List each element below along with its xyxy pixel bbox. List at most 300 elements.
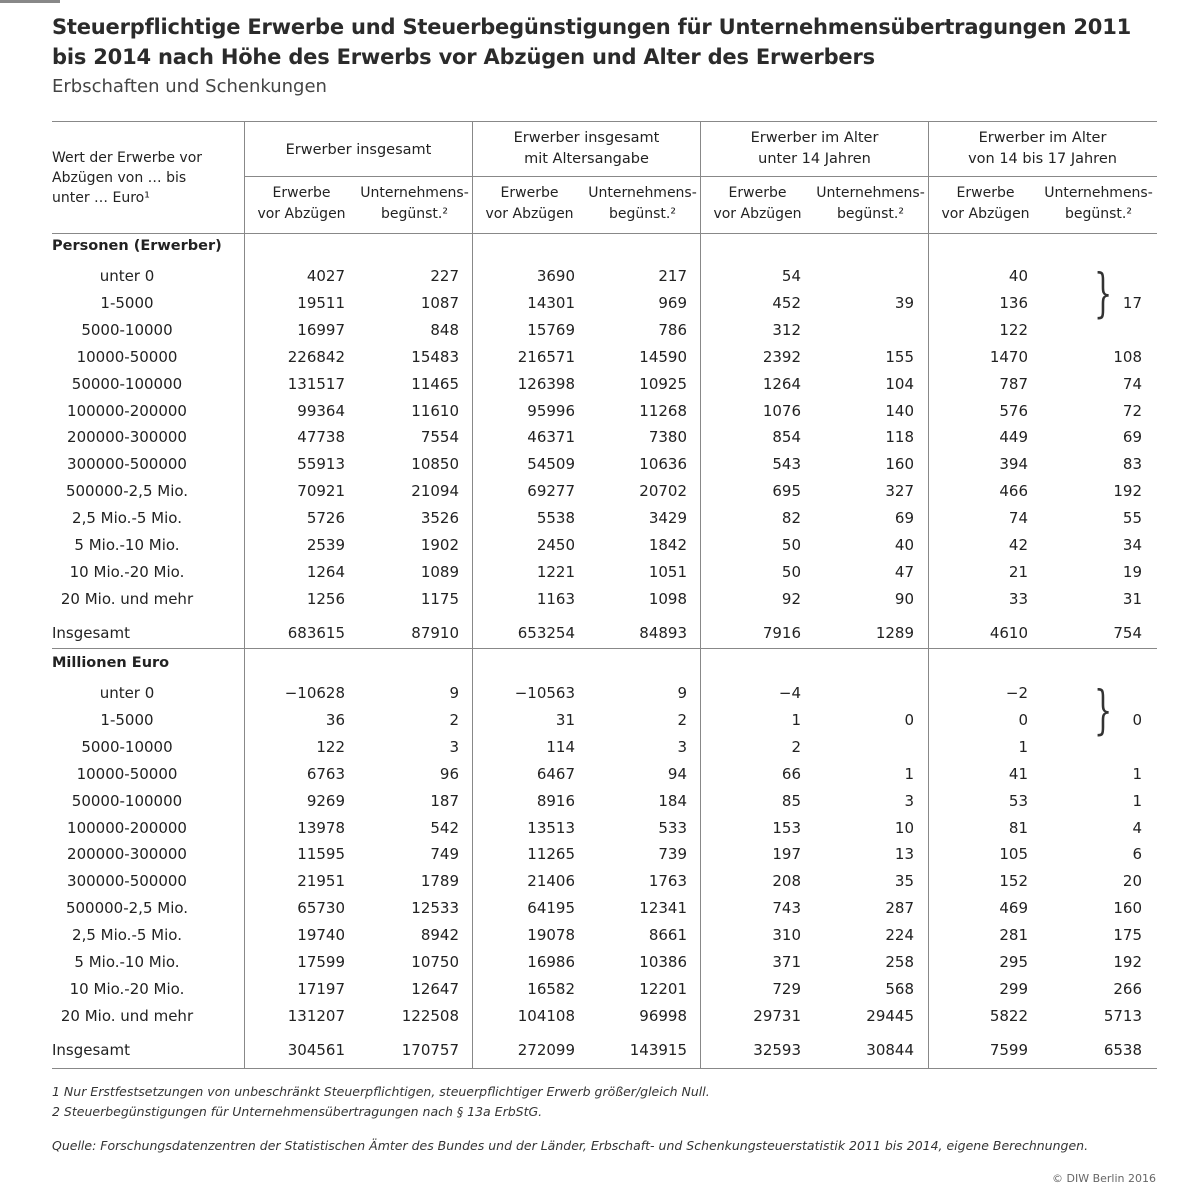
- cell-col-4: 10925: [639, 374, 687, 393]
- cell-col-3: 8916: [536, 791, 575, 810]
- cell-col-5: 729: [772, 979, 801, 998]
- cell-col-3: 64195: [527, 899, 575, 918]
- grouping-brace: }: [1094, 681, 1113, 741]
- sub-header-3-erwerbe: Erwerbe vor Abzügen: [713, 185, 802, 222]
- cell-col-8: 72: [1122, 401, 1142, 420]
- cell-col-5: 197: [772, 845, 801, 864]
- cell-col-1: 5726: [306, 509, 345, 528]
- cell-col-7: 53: [1008, 791, 1028, 810]
- cell-col-3: 1221: [536, 562, 575, 581]
- row-label: 2,5 Mio.-5 Mio.: [72, 509, 182, 528]
- cell-col-4: 1763: [648, 872, 687, 891]
- cell-col-1: 1256: [306, 589, 345, 608]
- row-label: 100000-200000: [67, 401, 187, 420]
- row-label: 5000-10000: [81, 737, 173, 756]
- table-row: [0, 290, 1178, 316]
- cell-col-8: 55: [1122, 509, 1142, 528]
- table-row: [0, 680, 1178, 706]
- cell-col-4: 1051: [648, 562, 687, 581]
- cell-col-7: 5822: [989, 1006, 1028, 1025]
- cell-col-4: 14590: [639, 347, 687, 366]
- cell-col-1: 4027: [306, 267, 345, 285]
- total-row: [0, 1037, 1178, 1063]
- cell-col-5: 208: [772, 872, 801, 891]
- cell-col-1: 16997: [297, 320, 345, 339]
- cell-col-8: 19: [1122, 562, 1142, 581]
- row-label: 300000-500000: [67, 455, 187, 474]
- cell-col-6: 287: [885, 899, 914, 918]
- cell-col-3: 21406: [527, 872, 575, 891]
- row-label: unter 0: [99, 684, 155, 702]
- cell-col-2: 12647: [411, 979, 459, 998]
- cell-col-5: 29731: [753, 1006, 801, 1025]
- cell-col-7: 136: [999, 293, 1028, 312]
- cell-col-1: 6763: [306, 764, 345, 783]
- cell-col-2: 3: [449, 737, 459, 756]
- cell-col-5: 85: [781, 791, 801, 810]
- cell-col-3: 69277: [527, 482, 575, 501]
- table-row: [0, 922, 1178, 948]
- cell-col-3: 15769: [527, 320, 575, 339]
- cell-col-2: 2: [449, 710, 459, 729]
- row-label: Insgesamt: [52, 1040, 130, 1059]
- cell-col-7: 299: [999, 979, 1028, 998]
- table-row: [0, 868, 1178, 894]
- cell-col-3: −10563: [514, 684, 575, 702]
- cell-col-1: 226842: [287, 347, 345, 366]
- cell-col-1: 11595: [297, 845, 345, 864]
- cell-col-7: 787: [999, 374, 1028, 393]
- cell-col-6: 35: [894, 872, 914, 891]
- cell-col-6: 224: [885, 926, 914, 945]
- table-row: [0, 1003, 1178, 1029]
- row-label: Insgesamt: [52, 623, 130, 642]
- row-label: 500000-2,5 Mio.: [65, 899, 189, 918]
- row-label: 10 Mio.-20 Mio.: [69, 562, 185, 581]
- cell-col-7: 42: [1008, 536, 1028, 554]
- cell-col-1: 55913: [297, 455, 345, 474]
- cell-col-2: 122508: [401, 1006, 459, 1025]
- cell-col-5: 32593: [753, 1040, 801, 1059]
- cell-col-2: 9: [449, 684, 459, 702]
- row-label: 2,5 Mio.-5 Mio.: [72, 926, 182, 945]
- cell-col-5: 50: [781, 536, 801, 554]
- sub-header-4-unternehmens: Unternehmens- begünst.²: [1044, 185, 1153, 222]
- cell-col-4: 2: [677, 710, 687, 729]
- cell-col-5: 310: [772, 926, 801, 945]
- cell-col-8: 192: [1113, 482, 1142, 501]
- cell-col-3: 13513: [527, 818, 575, 837]
- cell-col-3: 114: [546, 737, 575, 756]
- cell-col-5: 1: [791, 710, 801, 729]
- cell-col-5: 543: [772, 455, 801, 474]
- cell-col-7: 1: [1018, 737, 1028, 756]
- cell-col-3: 216571: [517, 347, 575, 366]
- cell-col-7: 152: [999, 872, 1028, 891]
- cell-col-8: 6538: [1103, 1040, 1142, 1059]
- cell-col-5: 153: [772, 818, 801, 837]
- cell-col-5: 2: [791, 737, 801, 756]
- cell-col-8: 754: [1113, 623, 1142, 642]
- rule-bottom: [52, 1068, 1157, 1069]
- cell-col-6: 155: [885, 347, 914, 366]
- cell-col-2: 1087: [420, 293, 459, 312]
- cell-col-1: 683615: [287, 623, 345, 642]
- cell-col-6: 13: [894, 845, 914, 864]
- cell-col-6: 69: [894, 509, 914, 528]
- cell-col-2: 749: [430, 845, 459, 864]
- group-header-3: Erwerber im Alter unter 14 Jahren: [750, 130, 879, 167]
- cell-col-2: 1089: [420, 562, 459, 581]
- cell-col-4: 969: [658, 293, 687, 312]
- group-header-4: Erwerber im Alter von 14 bis 17 Jahren: [968, 130, 1117, 167]
- cell-col-3: 14301: [527, 293, 575, 312]
- brace-merged-value: 0: [1132, 710, 1142, 729]
- cell-col-1: 99364: [297, 401, 345, 420]
- cell-col-8: 5713: [1103, 1006, 1142, 1025]
- cell-col-8: 31: [1122, 589, 1142, 608]
- cell-col-7: 0: [1018, 710, 1028, 729]
- row-label: 200000-300000: [67, 845, 187, 864]
- cell-col-8: 1: [1132, 764, 1142, 783]
- cell-col-6: 327: [885, 482, 914, 501]
- cell-col-3: 19078: [527, 926, 575, 945]
- cell-col-3: 1163: [536, 589, 575, 608]
- table-row: [0, 734, 1178, 760]
- cell-col-8: 108: [1113, 347, 1142, 366]
- table-row: [0, 344, 1178, 370]
- cell-col-1: 17197: [297, 979, 345, 998]
- cell-col-6: 140: [885, 401, 914, 420]
- grouping-brace: }: [1094, 264, 1113, 324]
- cell-col-3: 6467: [536, 764, 575, 783]
- cell-col-3: 16986: [527, 953, 575, 971]
- cell-col-7: −2: [1005, 684, 1028, 702]
- cell-col-7: 449: [999, 428, 1028, 447]
- cell-col-6: 40: [894, 536, 914, 554]
- cell-col-8: 192: [1113, 953, 1142, 971]
- cell-col-3: 5538: [536, 509, 575, 528]
- cell-col-8: 175: [1113, 926, 1142, 945]
- cell-col-2: 8942: [420, 926, 459, 945]
- cell-col-2: 96: [439, 764, 459, 783]
- cell-col-4: 217: [658, 267, 687, 285]
- table-row: [0, 424, 1178, 450]
- cell-col-4: 8661: [648, 926, 687, 945]
- cell-col-7: 469: [999, 899, 1028, 918]
- cell-col-5: 312: [772, 320, 801, 339]
- table-row: [0, 505, 1178, 531]
- cell-col-2: 11610: [411, 401, 459, 420]
- cell-col-4: 94: [667, 764, 687, 783]
- row-label: 1-5000: [100, 710, 154, 729]
- cell-col-7: 122: [999, 320, 1028, 339]
- cell-col-6: 29445: [866, 1006, 914, 1025]
- cell-col-2: 1902: [420, 536, 459, 554]
- cell-col-4: 143915: [629, 1040, 687, 1059]
- cell-col-4: 3429: [648, 509, 687, 528]
- cell-col-4: 96998: [639, 1006, 687, 1025]
- row-label: unter 0: [99, 267, 155, 285]
- cell-col-6: 160: [885, 455, 914, 474]
- cell-col-7: 40: [1008, 267, 1028, 285]
- cell-col-5: 66: [781, 764, 801, 783]
- cell-col-2: 187: [430, 791, 459, 810]
- table-row: [0, 317, 1178, 343]
- table-title: Steuerpflichtige Erwerbe und Steuerbegünstigungen für Unternehmensübertragungen 2011 bis 2014 nach Höhe des Erwerbs vor Abzügen und Alter des Erwerbers: [52, 15, 1132, 69]
- cell-col-6: 47: [894, 562, 914, 581]
- row-label: 300000-500000: [67, 872, 187, 891]
- cell-col-1: 17599: [297, 953, 345, 971]
- cell-col-7: 295: [999, 953, 1028, 971]
- cell-col-2: 11465: [411, 374, 459, 393]
- cell-col-8: 160: [1113, 899, 1142, 918]
- rule-top: [52, 121, 1157, 122]
- table-row: [0, 815, 1178, 841]
- table-row: [0, 895, 1178, 921]
- cell-col-8: 69: [1122, 428, 1142, 447]
- cell-col-5: 54: [781, 267, 801, 285]
- cell-col-2: 848: [430, 320, 459, 339]
- row-label: 500000-2,5 Mio.: [65, 482, 189, 501]
- cell-col-3: 272099: [517, 1040, 575, 1059]
- cell-col-7: 466: [999, 482, 1028, 501]
- cell-col-3: 653254: [517, 623, 575, 642]
- cell-col-1: 122: [316, 737, 345, 756]
- row-label: 20 Mio. und mehr: [60, 1006, 194, 1025]
- cell-col-6: 30844: [866, 1040, 914, 1059]
- cell-col-1: 2539: [306, 536, 345, 554]
- table-row: [0, 788, 1178, 814]
- cell-col-1: 13978: [297, 818, 345, 837]
- cell-col-5: 50: [781, 562, 801, 581]
- cell-col-4: 11268: [639, 401, 687, 420]
- cell-col-2: 10850: [411, 455, 459, 474]
- cell-col-4: 739: [658, 845, 687, 864]
- row-label: 5 Mio.-10 Mio.: [74, 953, 180, 971]
- cell-col-4: 10636: [639, 455, 687, 474]
- cell-col-1: 9269: [306, 791, 345, 810]
- row-label: 5000-10000: [81, 320, 173, 339]
- cell-col-7: 41: [1008, 764, 1028, 783]
- cell-col-4: 12201: [639, 979, 687, 998]
- cell-col-1: 304561: [287, 1040, 345, 1059]
- cell-col-2: 227: [430, 267, 459, 285]
- cell-col-5: −4: [778, 684, 801, 702]
- cell-col-2: 3526: [420, 509, 459, 528]
- table-row: [0, 398, 1178, 424]
- sub-header-2-erwerbe: Erwerbe vor Abzügen: [485, 185, 574, 222]
- total-row: [0, 620, 1178, 646]
- cell-col-2: 7554: [420, 428, 459, 447]
- cell-col-5: 2392: [762, 347, 801, 366]
- row-label: 100000-200000: [67, 818, 187, 837]
- table-row: [0, 559, 1178, 585]
- footnote-1: 1 Nur Erstfestsetzungen von unbeschränkt Steuerpflichtigen, steuerpflichtiger Erwerb größer/gleich Null.: [52, 1084, 710, 1099]
- cell-col-8: 83: [1122, 455, 1142, 474]
- cell-col-7: 21: [1008, 562, 1028, 581]
- copyright: © DIW Berlin 2016: [1052, 1172, 1156, 1185]
- cell-col-6: 118: [885, 428, 914, 447]
- cell-col-8: 74: [1122, 374, 1142, 393]
- cell-col-3: 126398: [517, 374, 575, 393]
- cell-col-1: 131207: [287, 1006, 345, 1025]
- cell-col-4: 7380: [648, 428, 687, 447]
- cell-col-7: 1470: [989, 347, 1028, 366]
- cell-col-6: 258: [885, 953, 914, 971]
- cell-col-3: 2450: [536, 536, 575, 554]
- cell-col-8: 20: [1122, 872, 1142, 891]
- rule-group-header: [245, 176, 1157, 177]
- table-row: [0, 949, 1178, 975]
- row-label: 10 Mio.-20 Mio.: [69, 979, 185, 998]
- cell-col-8: 6: [1132, 845, 1142, 864]
- cell-col-2: 542: [430, 818, 459, 837]
- cell-col-1: 21951: [297, 872, 345, 891]
- table-subtitle: Erbschaften und Schenkungen: [52, 76, 327, 97]
- sub-header-3-unternehmens: Unternehmens- begünst.²: [816, 185, 925, 222]
- cell-col-2: 10750: [411, 953, 459, 971]
- section-label: Personen (Erwerber): [52, 238, 222, 254]
- cell-col-8: 1: [1132, 791, 1142, 810]
- table-row: [0, 707, 1178, 733]
- row-label: 200000-300000: [67, 428, 187, 447]
- sub-header-2-unternehmens: Unternehmens- begünst.²: [588, 185, 697, 222]
- cell-col-7: 33: [1008, 589, 1028, 608]
- cell-col-7: 394: [999, 455, 1028, 474]
- sub-header-1-erwerbe: Erwerbe vor Abzügen: [257, 185, 346, 222]
- table-row: [0, 263, 1178, 289]
- cell-col-2: 87910: [411, 623, 459, 642]
- cell-col-5: 695: [772, 482, 801, 501]
- row-label: 20 Mio. und mehr: [60, 589, 194, 608]
- footnote-2: 2 Steuerbegünstigungen für Unternehmensübertragungen nach § 13a ErbStG.: [52, 1104, 543, 1119]
- table-row: [0, 841, 1178, 867]
- cell-col-8: 266: [1113, 979, 1142, 998]
- cell-col-3: 46371: [527, 428, 575, 447]
- group-header-2: Erwerber insgesamt mit Altersangabe: [513, 130, 660, 167]
- cell-col-7: 576: [999, 401, 1028, 420]
- cell-col-6: 10: [894, 818, 914, 837]
- cell-col-6: 3: [904, 791, 914, 810]
- cell-col-4: 1842: [648, 536, 687, 554]
- cell-col-7: 4610: [989, 623, 1028, 642]
- cell-col-8: 34: [1122, 536, 1142, 554]
- cell-col-1: 19740: [297, 926, 345, 945]
- row-label: 50000-100000: [71, 791, 183, 810]
- cell-col-1: 1264: [306, 562, 345, 581]
- cell-col-1: −10628: [284, 684, 345, 702]
- cell-col-6: 0: [904, 710, 914, 729]
- row-label: 10000-50000: [76, 764, 178, 783]
- cell-col-5: 1076: [762, 401, 801, 420]
- cell-col-7: 74: [1008, 509, 1028, 528]
- cell-col-2: 15483: [411, 347, 459, 366]
- cell-col-5: 371: [772, 953, 801, 971]
- cell-col-5: 452: [772, 293, 801, 312]
- cell-col-8: 4: [1132, 818, 1142, 837]
- cell-col-6: 568: [885, 979, 914, 998]
- cell-col-4: 1098: [648, 589, 687, 608]
- cell-col-5: 92: [781, 589, 801, 608]
- cell-col-7: 105: [999, 845, 1028, 864]
- cell-col-2: 170757: [401, 1040, 459, 1059]
- section-label: Millionen Euro: [52, 655, 170, 671]
- table-row: [0, 976, 1178, 1002]
- cell-col-3: 3690: [536, 267, 575, 285]
- cell-col-4: 3: [677, 737, 687, 756]
- cell-col-4: 533: [658, 818, 687, 837]
- cell-col-1: 19511: [297, 293, 345, 312]
- table-row: [0, 371, 1178, 397]
- cell-col-3: 16582: [527, 979, 575, 998]
- table-row: [0, 478, 1178, 504]
- cell-col-7: 281: [999, 926, 1028, 945]
- cell-col-3: 31: [555, 710, 575, 729]
- cell-col-4: 84893: [639, 623, 687, 642]
- cell-col-2: 21094: [411, 482, 459, 501]
- cell-col-2: 12533: [411, 899, 459, 918]
- cell-col-5: 7916: [762, 623, 801, 642]
- cell-col-6: 90: [894, 589, 914, 608]
- group-header-1: Erwerber insgesamt: [285, 142, 432, 158]
- cell-col-1: 36: [325, 710, 345, 729]
- cell-col-6: 39: [894, 293, 914, 312]
- cell-col-2: 1789: [420, 872, 459, 891]
- cell-col-3: 54509: [527, 455, 575, 474]
- rule-section-divider: [52, 648, 1157, 649]
- cell-col-3: 104108: [517, 1006, 575, 1025]
- cell-col-2: 1175: [420, 589, 459, 608]
- cell-col-4: 12341: [639, 899, 687, 918]
- sub-header-1-unternehmens: Unternehmens- begünst.²: [360, 185, 469, 222]
- cell-col-4: 786: [658, 320, 687, 339]
- brace-merged-value: 17: [1122, 293, 1142, 312]
- sub-header-4-erwerbe: Erwerbe vor Abzügen: [941, 185, 1030, 222]
- rule-header-bottom: [52, 233, 1157, 234]
- cell-col-3: 95996: [527, 401, 575, 420]
- cell-col-1: 70921: [297, 482, 345, 501]
- cell-col-5: 854: [772, 428, 801, 447]
- cell-col-4: 20702: [639, 482, 687, 501]
- cell-col-1: 47738: [297, 428, 345, 447]
- top-accent-bar: [0, 0, 60, 3]
- row-label: 1-5000: [100, 293, 154, 312]
- cell-col-5: 82: [781, 509, 801, 528]
- cell-col-4: 10386: [639, 953, 687, 971]
- cell-col-3: 11265: [527, 845, 575, 864]
- cell-col-1: 131517: [287, 374, 345, 393]
- row-label: 5 Mio.-10 Mio.: [74, 536, 180, 554]
- cell-col-1: 65730: [297, 899, 345, 918]
- table-row: [0, 586, 1178, 612]
- table-row: [0, 451, 1178, 477]
- cell-col-4: 184: [658, 791, 687, 810]
- cell-col-6: 104: [885, 374, 914, 393]
- cell-col-7: 7599: [989, 1040, 1028, 1059]
- table-row: [0, 532, 1178, 558]
- row-label: 10000-50000: [76, 347, 178, 366]
- cell-col-6: 1289: [875, 623, 914, 642]
- row-label: 50000-100000: [71, 374, 183, 393]
- cell-col-5: 1264: [762, 374, 801, 393]
- source-note: Quelle: Forschungsdatenzentren der Statistischen Ämter des Bundes und der Länder, Erbschaft- und Schenkungsteuerstatistik 2011 bis 2014, eigene Berechnungen.: [52, 1138, 1089, 1153]
- table-row: [0, 761, 1178, 787]
- cell-col-6: 1: [904, 764, 914, 783]
- cell-col-4: 9: [677, 684, 687, 702]
- cell-col-7: 81: [1008, 818, 1028, 837]
- stub-header: Wert der Erwerbe vor Abzügen von … bis unter … Euro¹: [52, 150, 203, 206]
